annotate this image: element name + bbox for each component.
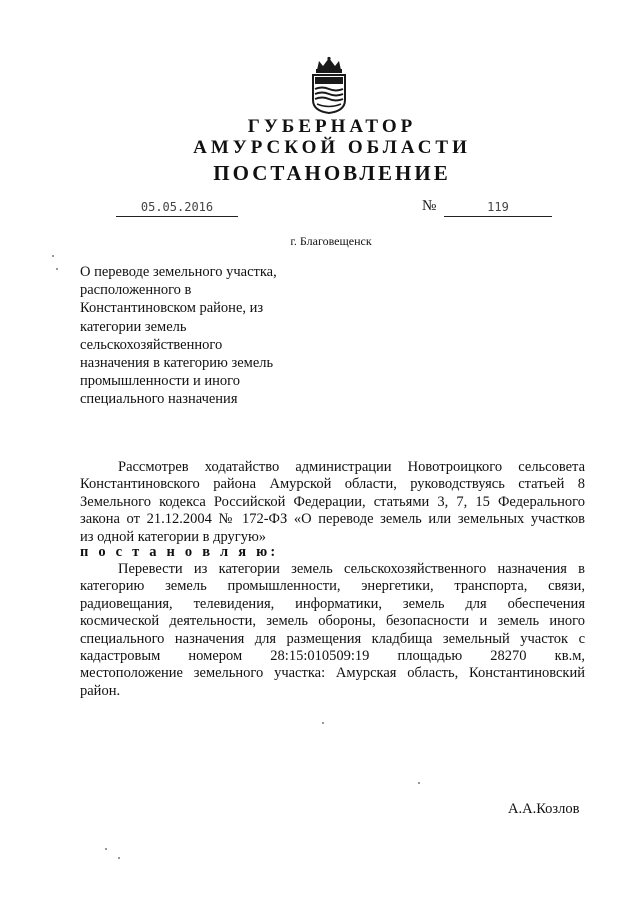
decision-paragraph — [80, 561, 585, 700]
paragraph-line: кадастровым номером 28:15:010509:19 площадью 28270 кв.м, — [80, 648, 585, 665]
scan-speck — [322, 722, 324, 724]
paragraph-line: закона от 21.12.2004 № 172-ФЗ «О переводе земель или земельных участков — [80, 511, 585, 528]
header-title-governor: ГУБЕРНАТОР — [247, 116, 417, 137]
paragraph-line: из одной категории в другую» — [80, 528, 267, 545]
subject-line: Константиновском районе, из — [80, 300, 264, 317]
subject-line: специального назначения — [80, 391, 238, 408]
document-type-title: ПОСТАНОВЛЕНИЕ — [213, 161, 451, 185]
scan-speck — [418, 782, 420, 784]
document-date: 05.05.2016 — [116, 200, 238, 217]
signatory-name: А.А.Козлов — [508, 801, 580, 817]
subject-line: назначения в категорию земель — [80, 355, 274, 372]
scan-speck — [56, 268, 58, 270]
subject-line: О переводе земельного участка, — [80, 264, 277, 280]
city-label: г. Благовещенск — [290, 234, 372, 248]
scan-speck — [118, 857, 120, 859]
amur-oblast-coat-of-arms-icon — [308, 56, 350, 114]
subject-line: сельскохозяйственного — [80, 336, 223, 353]
document-number: 119 — [444, 200, 552, 217]
paragraph-line: Константиновского района Амурской области, руководствуясь статьей 8 — [80, 476, 585, 493]
scan-speck — [52, 255, 54, 257]
paragraph-line: радиовещания, телевидения, информатики, земель для обеспечения — [80, 595, 585, 612]
subject-line: расположенного в — [80, 282, 192, 299]
paragraph-line: специального назначения для размещения кладбища земельный участок с — [80, 630, 585, 647]
subject-line: промышленности и иного — [80, 373, 241, 390]
paragraph-line: космической деятельности, земель обороны, безопасности и земель иного — [80, 613, 585, 630]
paragraph-line: Земельного кодекса Российской Федерации, статьями 3, 7, 15 Федерального — [80, 493, 585, 510]
decree-word: п о с т а н о в л я ю: — [80, 544, 279, 560]
subject-line: категории земель — [80, 318, 187, 335]
preamble-paragraph — [80, 459, 585, 546]
number-sign: № — [422, 198, 437, 214]
paragraph-line: район. — [80, 682, 121, 699]
scan-speck — [105, 848, 107, 850]
paragraph-line: категорию земель промышленности, энергетики, транспорта, связи, — [80, 578, 585, 595]
header-title-region: АМУРСКОЙ ОБЛАСТИ — [193, 137, 471, 158]
document-subject — [80, 263, 340, 409]
paragraph-line: Перевести из категории земель сельскохозяйственного назначения в — [118, 561, 585, 577]
paragraph-line: Рассмотрев ходатайство администрации Новотроицкого сельсовета — [118, 459, 585, 475]
paragraph-line: местоположение земельного участка: Амурская область, Константиновский — [80, 665, 585, 682]
